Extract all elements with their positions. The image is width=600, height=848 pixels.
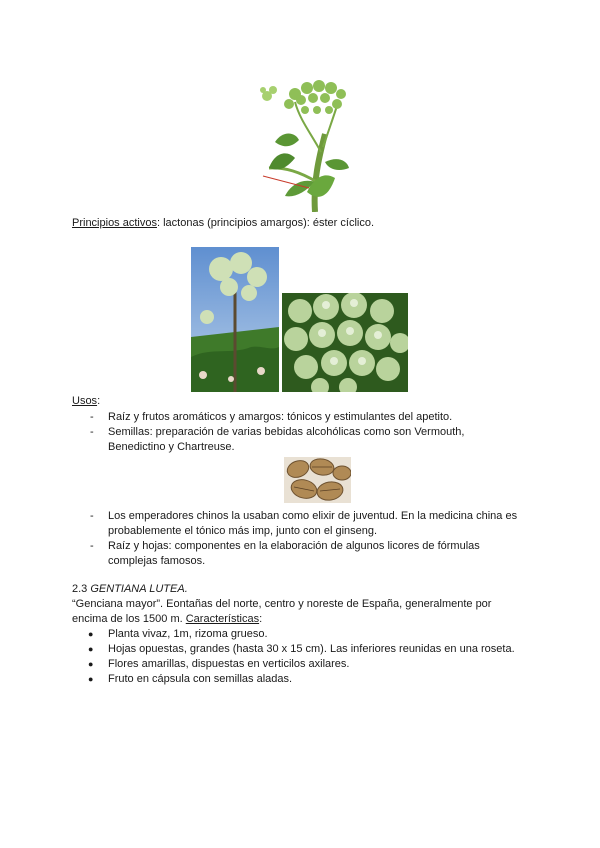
- usos-label: Usos: [72, 395, 98, 407]
- bullet-icon: ●: [88, 674, 94, 684]
- usos-item-3-line-2: probablemente el tónico más imp, junto con el ginseng.: [108, 525, 378, 537]
- angelica-plant-photo: [191, 247, 279, 392]
- usos-item-3-line-1: Los emperadores chinos la usaban como elixir de juventud. En la medicina china es: [108, 510, 518, 522]
- principios-label: Principios activos: [72, 217, 157, 229]
- usos-item-1-line-1: Raíz y frutos aromáticos y amargos: tónicos y estimulantes del apetito.: [108, 411, 453, 423]
- caracteristicas-colon: :: [259, 613, 263, 625]
- angelica-umbel-photo-svg: [282, 293, 408, 392]
- principios-line: [72, 216, 374, 231]
- angelica-illustration: [255, 72, 350, 212]
- caracteristica-item-1: Planta vivaz, 1m, rizoma grueso.: [108, 628, 268, 640]
- angelica-illustration-svg: [255, 72, 350, 212]
- usos-item-2-line-1: Semillas: preparación de varias bebidas alcohólicas como son Vermouth,: [108, 426, 465, 438]
- gentiana-intro-line-1: “Genciana mayor”. Eontañas del norte, centro y noreste de España, generalmente por: [72, 598, 492, 610]
- usos-colon: :: [97, 395, 101, 407]
- bullet-icon: ●: [88, 659, 94, 669]
- caracteristica-item-3: Flores amarillas, dispuestas en verticilos axilares.: [108, 658, 350, 670]
- principios-text: : lactonas (principios amargos): éster cíclico.: [156, 217, 375, 229]
- usos-item-2-dash: -: [90, 426, 94, 438]
- bullet-icon: ●: [88, 629, 94, 639]
- angelica-plant-photo-svg: [191, 247, 279, 392]
- angelica-umbel-photo: [282, 293, 408, 392]
- caracteristica-item-4: Fruto en cápsula con semillas aladas.: [108, 673, 293, 685]
- usos-item-4-dash: -: [90, 540, 94, 552]
- usos-item-4-line-2: complejas famosos.: [108, 555, 206, 567]
- usos-item-1-dash: -: [90, 411, 94, 423]
- bullet-icon: ●: [88, 644, 94, 654]
- section-heading-gentiana: [72, 582, 188, 597]
- gentiana-intro-line-2: [72, 612, 262, 627]
- usos-item-4-line-1: Raíz y hojas: componentes en la elaboración de algunos licores de fórmulas: [108, 540, 480, 552]
- section-number: 2.3: [72, 583, 91, 595]
- caracteristicas-label: Características: [185, 613, 260, 625]
- usos-heading: [72, 394, 100, 409]
- caracteristica-item-2: Hojas opuestas, grandes (hasta 30 x 15 cm). Las inferiores reunidas en una roseta.: [108, 643, 515, 655]
- gentiana-intro-text: encima de los 1500 m.: [72, 613, 186, 625]
- angelica-seeds-photo-svg: [284, 457, 351, 503]
- section-title: GENTIANA LUTEA.: [90, 583, 188, 595]
- usos-item-3-dash: -: [90, 510, 94, 522]
- usos-item-2-line-2: Benedictino y Chartreuse.: [108, 441, 235, 453]
- angelica-seeds-photo: [284, 457, 351, 503]
